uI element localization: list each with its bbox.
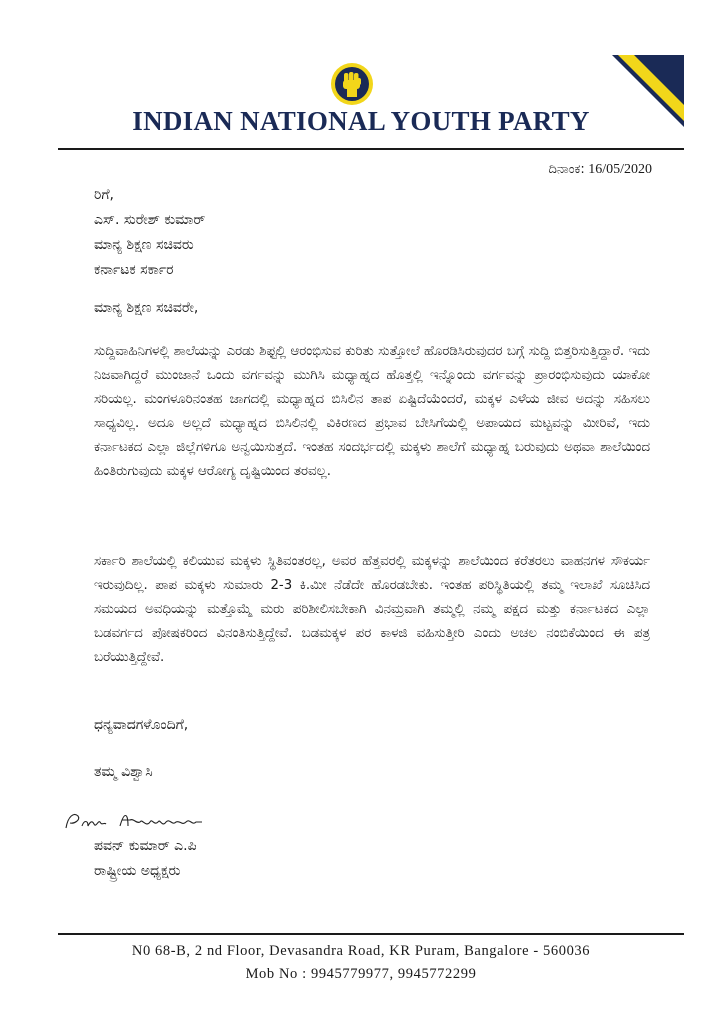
body-paragraph-2: ಸರ್ಕಾರಿ ಶಾಲೆಯಲ್ಲಿ ಕಲಿಯುವ ಮಕ್ಕಳು ಸ್ಥಿತಿವಂತರಲ್ಲ, ಅವರ ಹೆತ್ತವರಲ್ಲಿ ಮಕ್ಕಳನ್ನು ಶಾಲೆಯಿಂದ ಕರೆತರಲು ವಾಹನಗಳ ಸೌಕರ್ಯ ಇರುವುದಿಲ್ಲ. ಪಾಪ ಮಕ್ಕಳು ಸುಮಾರು 2-3 ಕಿ.ಮೀ ನೆಡೆದೇ ಹೊರಡಬೇಕು. ಇಂತಹ ಪರಿಸ್ಥಿತಿಯಲ್ಲಿ ತಮ್ಮ ಇಲಾಖೆ ಸೂಚಿಸಿದ ಸಮಯದ ಅವಧಿಯನ್ನು ಮತ್ತೊಮ್ಮೆ ಮರು ಪರಿಶೀಲಿಸಬೇಕಾಗಿ ವಿನಮ್ರವಾಗಿ ತಮ್ಮಲ್ಲಿ ನಮ್ಮ ಪಕ್ಷದ ಮತ್ತು ಕರ್ನಾಟಕದ ಎಲ್ಲಾ ಬಡವರ್ಗದ ಪೋಷಕರಿಂದ ವಿನಂತಿಸುತ್ತಿದ್ದೇವೆ. ಬಡಮಕ್ಕಳ ಪರ ಕಾಳಜಿ ವಹಿಸುತ್ತೀರಿ ಎಂದು ಅಚಲ ನಂಬಿಕೆಯಿಂದ ಈ ಪತ್ರ ಬರೆಯುತ್ತಿದ್ದೇವೆ. xyxy=(94,554,650,665)
recipient-to: ರಿಗೆ, xyxy=(94,187,114,203)
date-label: ದಿನಾಂಕ: xyxy=(548,162,585,177)
header-divider xyxy=(58,148,684,150)
party-name: INDIAN NATIONAL YOUTH PARTY xyxy=(132,106,590,136)
signatory-title: ರಾಷ್ಟ್ರೀಯ ಅಧ್ಯಕ್ಷರು xyxy=(94,863,181,879)
date-value: 16/05/2020 xyxy=(588,162,652,177)
recipient-designation: ಮಾನ್ಯ ಶಿಕ್ಷಣ ಸಚಿವರು xyxy=(94,237,194,253)
closing-thanks: ಧನ್ಯವಾದಗಳೊಂದಿಗೆ, xyxy=(94,717,189,733)
recipient-government: ಕರ್ನಾಟಕ ಸರ್ಕಾರ xyxy=(94,262,174,278)
closing-yours: ತಮ್ಮ ವಿಶ್ವಾಸಿ xyxy=(94,764,153,780)
body-paragraph-1: ಸುದ್ದಿವಾಹಿನಿಗಳಲ್ಲಿ ಶಾಲೆಯನ್ನು ಎರಡು ಶಿಫ್ಟಲ್ಲಿ ಆರಂಭಿಸುವ ಕುರಿತು ಸುತ್ತೋಲೆ ಹೊರಡಿಸಿರುವುದರ ಬಗ್ಗೆ ಸುದ್ದಿ ಬಿತ್ತರಿಸುತ್ತಿದ್ದಾರೆ. ಇದು ನಿಜವಾಗಿದ್ದರೆ ಮುಂಜಾನೆ ಒಂದು ವರ್ಗವನ್ನು ಮುಗಿಸಿ ಮಧ್ಯಾಹ್ನದ ಹೊತ್ತಲ್ಲಿ ಇನ್ನೊಂದು ವರ್ಗವನ್ನು ಪ್ರಾರಂಭಿಸುವುದು ಯಾಕೋ ಸರಿಯಲ್ಲ. ಮಂಗಳೂರಿನಂತಹ ಜಾಗದಲ್ಲಿ ಮಧ್ಯಾಹ್ನದ ಬಿಸಿಲಿನ ತಾಪ ಏಷ್ಟಿದೆಯೆಂದರೆ, ಮಕ್ಕಳ ಎಳೆಯ ಜೀವ ಅದನ್ನು ಸಹಿಸಲು ಸಾಧ್ಯವಿಲ್ಲ. ಅದೂ ಅಲ್ಲದೆ ಮಧ್ಯಾಹ್ನದ ಬಿಸಿಲಿನಲ್ಲಿ ವಿಕಿರಣದ ಪ್ರಭಾವ ಬೇಸಿಗೆಯಲ್ಲಿ ಅಪಾಯದ ಮಟ್ಟವನ್ನು ಮೀರಿವೆ, ಇದು ಕರ್ನಾಟಕದ ಎಲ್ಲಾ ಜಿಲ್ಲೆಗಳಿಗೂ ಅನ್ವಯಿಸುತ್ತದೆ. ಇಂತಹ ಸಂದರ್ಭದಲ್ಲಿ ಮಕ್ಕಳು ಶಾಲೆಗೆ ಮಧ್ಯಾಹ್ನ ಬರುವುದು ಅಥವಾ ಶಾಲೆಯಿಂದ ಹಿಂತಿರುಗುವುದು ಮಕ್ಕಳ ಆರೋಗ್ಯ ದೃಷ್ಟಿಯಿಂದ ತರವಲ್ಲ. xyxy=(94,344,650,479)
salutation: ಮಾನ್ಯ ಶಿಕ್ಷಣ ಸಚಿವರೇ, xyxy=(94,300,199,316)
footer-divider xyxy=(58,933,684,935)
raised-fist-icon xyxy=(330,62,374,106)
letter-date xyxy=(549,162,653,178)
footer-mobile: Mob No : 9945779977, 9945772299 xyxy=(245,966,477,982)
footer-address: N0 68-B, 2 nd Floor, Devasandra Road, KR Puram, Bangalore - 560036 xyxy=(131,943,591,959)
handwritten-signature xyxy=(62,806,222,836)
recipient-address xyxy=(94,183,205,283)
signatory-name: ಪವನ್ ಕುಮಾರ್ ಎ.ಪಿ xyxy=(94,838,197,854)
recipient-name: ಎಸ್. ಸುರೇಶ್ ಕುಮಾರ್ xyxy=(94,212,206,228)
